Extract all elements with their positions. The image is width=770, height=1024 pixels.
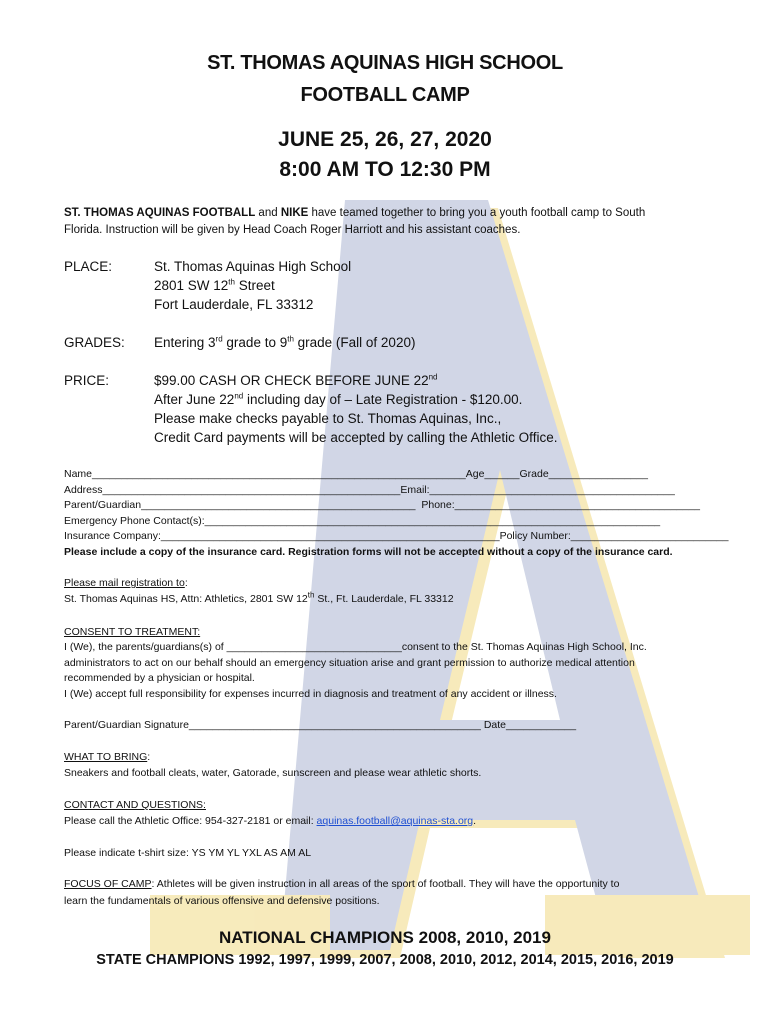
- consent-line-1: I (We), the parents/guardians(s) of ______________________________consent to the St. Thomas Aquinas High School, Inc.: [64, 641, 647, 653]
- consent-line-3: recommended by a physician or hospital.: [64, 672, 255, 684]
- price-line-4: Credit Card payments will be accepted by calling the Athletic Office.: [154, 430, 558, 445]
- focus-line-2: learn the fundamentals of various offensive and defensive positions.: [64, 895, 380, 907]
- price-line-2: After June 22nd including day of – Late Registration - $120.00.: [154, 391, 523, 407]
- signature-field[interactable]: __________________________________________________: [188, 719, 481, 731]
- place-label: PLACE:: [64, 259, 113, 274]
- intro-line-2: Florida. Instruction will be given by Head Coach Roger Harriott and his assistant coaches.: [64, 224, 521, 236]
- national-champions: NATIONAL CHAMPIONS 2008, 2010, 2019: [219, 928, 551, 947]
- mail-address: St. Thomas Aquinas HS, Attn: Athletics, 2801 SW 12th St., Ft. Lauderdale, FL 33312: [64, 590, 454, 605]
- camp-time: 8:00 AM TO 12:30 PM: [279, 158, 491, 181]
- contact-email-link[interactable]: aquinas.football@aquinas-sta.org: [316, 815, 474, 827]
- tshirt-size-line: Please indicate t-shirt size: YS YM YL YXL AS AM AL: [64, 847, 312, 859]
- address-field[interactable]: ___________________________________________________: [102, 484, 401, 496]
- price-line-3: Please make checks payable to St. Thomas Aquinas, Inc.,: [154, 411, 502, 426]
- name-field[interactable]: ________________________________________________________________: [92, 468, 466, 480]
- bring-heading: WHAT TO BRING:: [64, 751, 151, 763]
- mail-heading: Please mail registration to:: [64, 577, 188, 589]
- email-field[interactable]: __________________________________________: [429, 484, 675, 496]
- parent-row: Parent/Guardian_______________________________________________ Phone:__________________________________________: [64, 499, 700, 511]
- name-row: Name________________________________________________________________Age______Grade_________________: [64, 468, 648, 480]
- insurance-row: Insurance Company:__________________________________________________________Policy Number:___________________________: [64, 530, 729, 542]
- place-line-2: 2801 SW 12th Street: [154, 277, 275, 293]
- signature-row: Parent/Guardian Signature__________________________________________________ Date____________: [64, 719, 577, 731]
- consent-line-2: administrators to act on our behalf should an emergency situation arise and grant permission to authorize medical attention: [64, 657, 635, 669]
- child-name-field[interactable]: ______________________________: [226, 641, 402, 653]
- parent-field[interactable]: _______________________________________________: [141, 499, 416, 511]
- state-champions: STATE CHAMPIONS 1992, 1997, 1999, 2007, 2008, 2010, 2012, 2014, 2015, 2016, 2019: [96, 952, 674, 968]
- grades-value: Entering 3rd grade to 9th grade (Fall of 2020): [154, 334, 416, 350]
- camp-title: FOOTBALL CAMP: [300, 84, 470, 106]
- grades-label: GRADES:: [64, 335, 125, 350]
- consent-heading: CONSENT TO TREATMENT:: [64, 626, 201, 638]
- place-line-1: St. Thomas Aquinas High School: [154, 259, 352, 274]
- price-label: PRICE:: [64, 373, 110, 388]
- focus-line-1: FOCUS OF CAMP: Athletes will be given instruction in all areas of the sport of football. They will have the opportunity to: [64, 878, 620, 890]
- place-line-3: Fort Lauderdale, FL 33312: [154, 297, 314, 312]
- policy-field[interactable]: ___________________________: [570, 530, 729, 542]
- emergency-row: Emergency Phone Contact(s):______________________________________________________________________________: [64, 515, 661, 527]
- date-field[interactable]: ____________: [506, 719, 577, 731]
- school-title: ST. THOMAS AQUINAS HIGH SCHOOL: [207, 52, 563, 74]
- consent-line-4: I (We) accept full responsibility for expenses incurred in diagnosis and treatment of any accident or illness.: [64, 688, 557, 700]
- address-row: Address___________________________________________________Email:__________________________________________: [64, 484, 675, 496]
- price-line-1: $99.00 CASH OR CHECK BEFORE JUNE 22nd: [154, 372, 438, 388]
- insurance-notice: Please include a copy of the insurance card. Registration forms will not be accepted without a copy of the insurance card.: [64, 546, 673, 558]
- contact-heading: CONTACT AND QUESTIONS:: [64, 799, 206, 811]
- camp-dates: JUNE 25, 26, 27, 2020: [278, 128, 492, 151]
- contact-text: Please call the Athletic Office: 954-327-2181 or email: aquinas.football@aquinas-sta.org.: [64, 815, 477, 827]
- age-field[interactable]: ______: [484, 468, 520, 480]
- intro-line-1: ST. THOMAS AQUINAS FOOTBALL and NIKE have teamed together to bring you a youth football camp to South: [64, 207, 646, 219]
- emergency-field[interactable]: ______________________________________________________________________________: [204, 515, 661, 527]
- grade-field[interactable]: _________________: [548, 468, 648, 480]
- phone-field[interactable]: __________________________________________: [454, 499, 700, 511]
- insurance-field[interactable]: __________________________________________________________: [160, 530, 500, 542]
- bring-text: Sneakers and football cleats, water, Gatorade, sunscreen and please wear athletic shorts.: [64, 767, 482, 779]
